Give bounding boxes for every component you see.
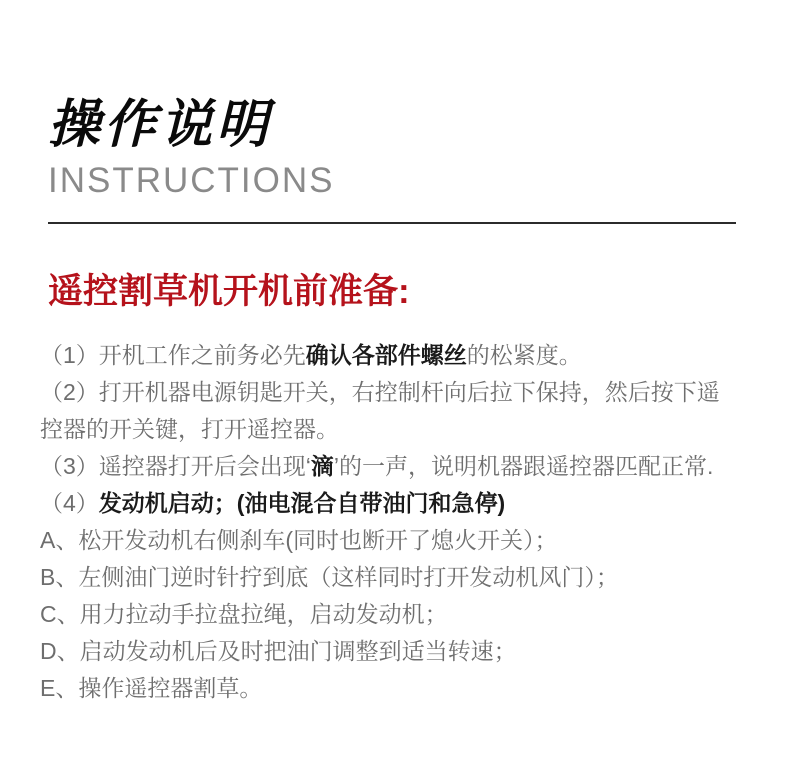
instruction-text-bold: 确认各部件螺丝 bbox=[305, 341, 467, 368]
instruction-text: （3）遥控器打开后会出现‘ bbox=[40, 452, 311, 479]
instruction-text: D、启动发动机后及时把油门调整到适当转速； bbox=[40, 637, 517, 664]
page-title: 操作说明 bbox=[48, 96, 273, 154]
instruction-text: （4） bbox=[40, 489, 99, 516]
instruction-text: A、松开发动机右侧刹车(同时也断开了熄火开关）； bbox=[40, 526, 558, 553]
instruction-list bbox=[40, 337, 742, 707]
instruction-text: ’的一声，说明机器跟遥控器匹配正常. bbox=[333, 452, 714, 479]
section-heading: 遥控割草机开机前准备: bbox=[48, 272, 410, 312]
instruction-line bbox=[40, 448, 742, 485]
instruction-text: B、左侧油门逆时针拧到底（这样同时打开发动机风门）； bbox=[40, 563, 619, 590]
header-divider bbox=[48, 222, 736, 224]
instruction-text-bold: 发动机启动；(油电混合自带油门和急停) bbox=[98, 489, 506, 516]
instruction-line bbox=[40, 374, 742, 448]
instruction-text: C、用力拉动手拉盘拉绳，启动发动机； bbox=[40, 600, 448, 627]
instruction-line bbox=[40, 485, 742, 522]
instruction-line bbox=[40, 633, 742, 670]
instruction-line bbox=[40, 670, 742, 707]
instruction-text: （2）打开机器电源钥匙开关，右控制杆向后拉下保持，然后按下遥控器的开关键，打开遥控器。 bbox=[40, 378, 720, 442]
instruction-text: E、操作遥控器割草。 bbox=[40, 674, 263, 701]
instruction-line bbox=[40, 559, 742, 596]
instruction-text: （1）开机工作之前务必先 bbox=[40, 341, 306, 368]
instruction-text-bold: 滴 bbox=[310, 452, 334, 479]
page-subtitle: INSTRUCTIONS bbox=[48, 160, 335, 200]
instruction-line bbox=[40, 522, 742, 559]
instruction-line bbox=[40, 596, 742, 633]
instruction-text: 的松紧度。 bbox=[466, 341, 582, 368]
instruction-line bbox=[40, 337, 742, 374]
